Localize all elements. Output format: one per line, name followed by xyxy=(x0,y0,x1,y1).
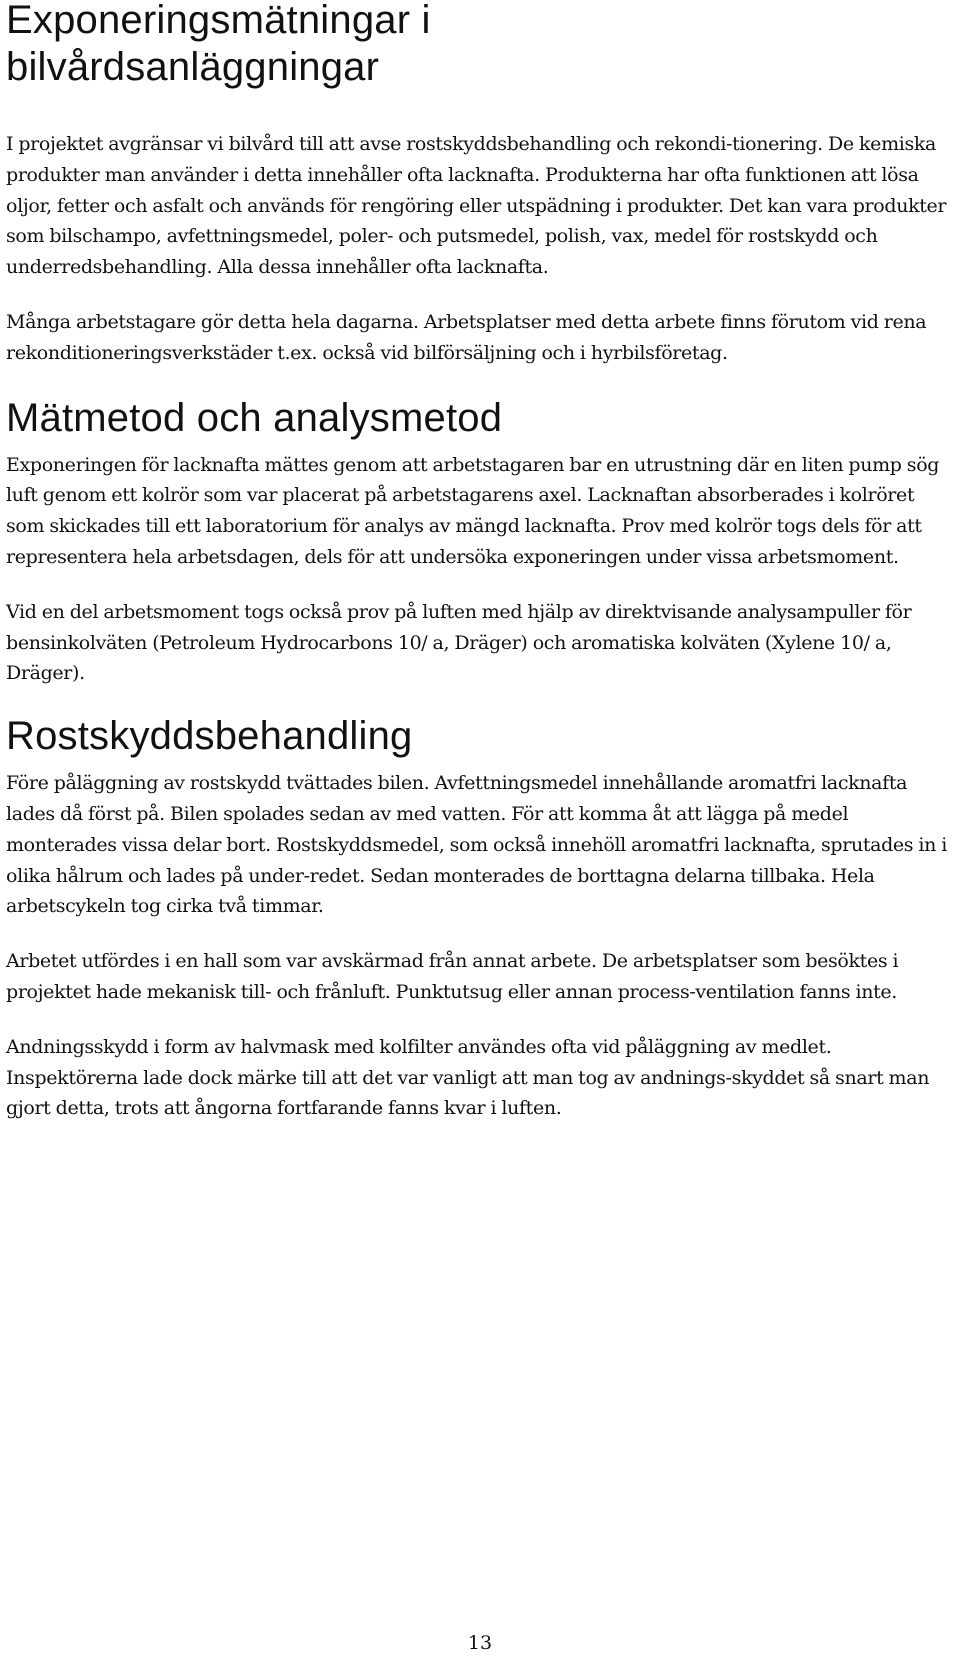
section-heading-rostskydd: Rostskyddsbehandling xyxy=(6,714,413,759)
section1-paragraph-2: Vid en del arbetsmoment togs också prov på luften med hjälp av direktvisande analysampuller för bensinkolväten (Petroleum Hydrocarbons 10/ a, Dräger) och aromatiska kolväten (Xylene 10/ a, Dräger). xyxy=(6,600,912,685)
page-number: 13 xyxy=(467,1632,493,1654)
page-title-line-1: Exponeringsmätningar i xyxy=(6,0,431,42)
section2-paragraph-3: Andningsskydd i form av halvmask med kolfilter användes ofta vid påläggning av medlet. Inspektörerna lade dock märke till att det var vanligt att man tog av andnings-skyddet så snart man gjort detta, trots att ångorna fortfarande fanns kvar i luften. xyxy=(6,1035,930,1120)
intro-paragraph-2: Många arbetstagare gör detta hela dagarna. Arbetsplatser med detta arbete finns förutom vid rena rekonditioneringsverkstäder t.ex. också vid bilförsäljning och i hyrbilsföretag. xyxy=(6,310,927,364)
section-heading-matmetod: Mätmetod och analysmetod xyxy=(6,395,503,440)
section1-paragraph-1: Exponeringen för lacknafta mättes genom att arbetstagaren bar en utrustning där en liten pump sög luft genom ett kolrör som var placerat på arbetstagarens axel. Lacknaftan absorberades i kolröret som skickades till ett laboratorium för analys av mängd lacknafta. Prov med kolrör togs dels för att representera hela arbetsdagen, dels för att undersöka exponeringen under vissa arbetsmoment. xyxy=(6,453,940,568)
intro-paragraph-1: I projektet avgränsar vi bilvård till att avse rostskyddsbehandling och rekondi-tionering. De kemiska produkter man använder i detta innehåller ofta lacknafta. Produkterna har ofta funktionen att lösa oljor, fetter och asfalt och används för rengöring eller utspädning i produkter. Det kan vara produkter som bilschampo, avfettningsmedel, poler- och putsmedel, polish, vax, medel för rostskydd och underredsbehandling. Alla dessa innehåller ofta lacknafta. xyxy=(6,133,947,279)
section2-paragraph-2: Arbetet utfördes i en hall som var avskärmad från annat arbete. De arbetsplatser som besöktes i projektet hade mekanisk till- och frånluft. Punktutsug eller annan process-ventilation fanns inte. xyxy=(6,950,899,1003)
page-title-line-2: bilvårdsanläggningar xyxy=(6,45,380,89)
document-page xyxy=(6,0,956,1124)
section2-paragraph-1: Före påläggning av rostskydd tvättades bilen. Avfettningsmedel innehållande aromatfri lacknafta lades då först på. Bilen spolades sedan av med vatten. För att komma åt att lägga på medel monterades vissa delar bort. Rostskyddsmedel, som också innehöll aromatfri lacknafta, sprutades in i olika hålrum och lades på under-redet. Sedan monterades de borttagna delarna tillbaka. Hela arbetscykeln tog cirka två timmar. xyxy=(6,772,947,918)
page-title xyxy=(6,0,956,91)
